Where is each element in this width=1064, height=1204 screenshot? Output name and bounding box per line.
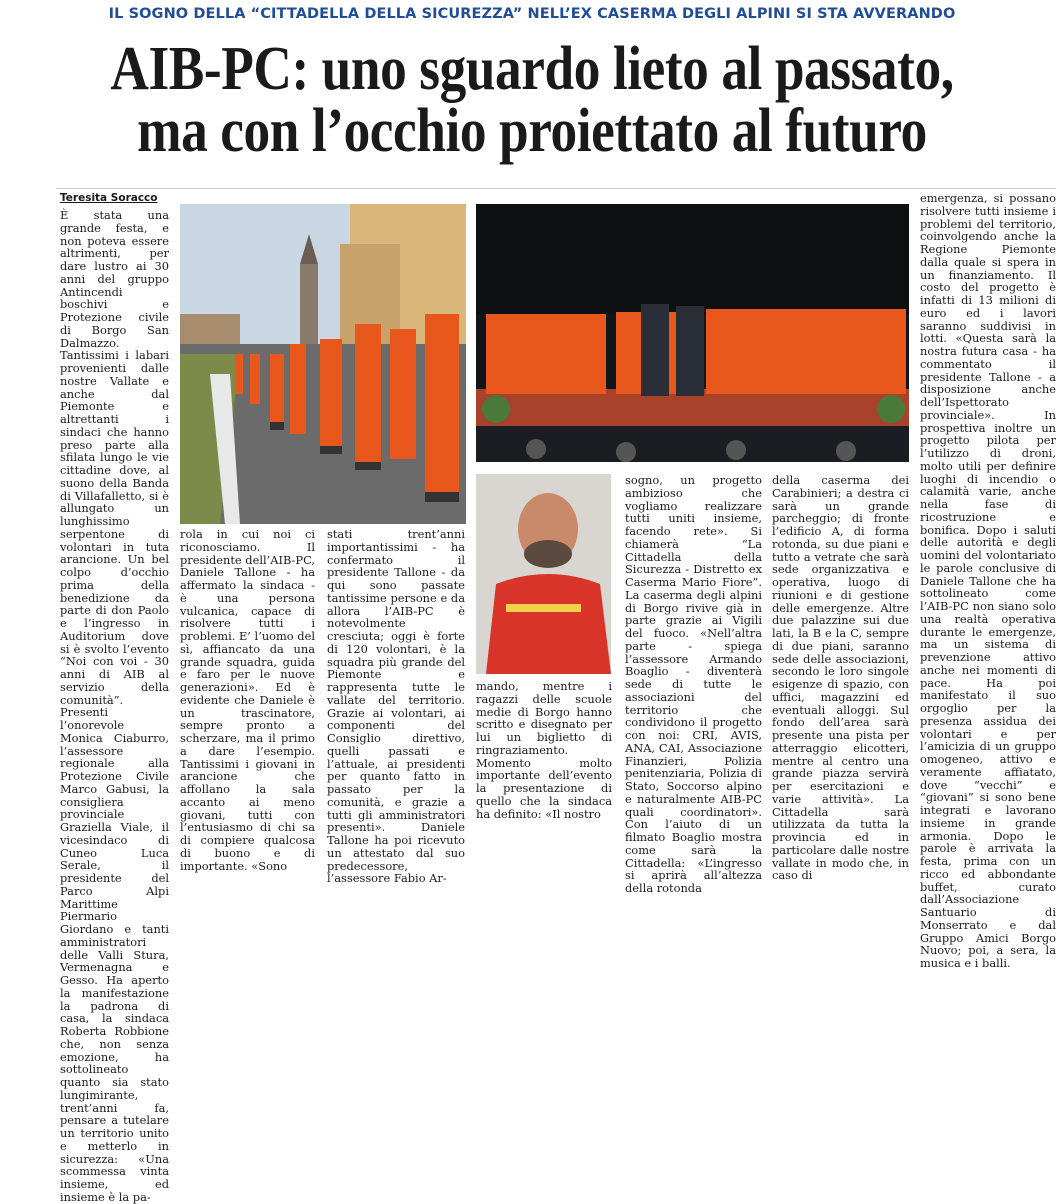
title-divider bbox=[56, 188, 1056, 189]
article-column-4: mando, mentre i ragazzi delle scuole medie di Borgo hanno scritto e disegnato per lui un biglietto di ringraziamento. Momento molto importante dell’evento la presentazione di quello che la sindaca ha definito: «Il nostro bbox=[476, 679, 612, 821]
photo-parade bbox=[180, 204, 466, 524]
title-line-1: AIB-PC: uno sguardo lieto al passato, bbox=[110, 35, 954, 103]
kicker-headline: IL SOGNO DELLA “CITTADELLA DELLA SICUREZZA” NELL’EX CASERMA DEGLI ALPINI SI STA AVVERANDO bbox=[108, 6, 956, 22]
article-column-3: stati trent’anni importantissimi - ha confermato il presidente Tallone - da qui sono passate tantissime persone e da allora l’AIB-PC è notevolmente cresciuta; oggi è forte di 120 volontari, è la squadra più grande del Piemonte e rappresenta tutte le vallate del territorio. Grazie ai volontari, ai componenti del Consiglio direttivo, quelli passati e l’attuale, ai presidenti per quanto fatto in passato per la comunità, e grazie a tutti gli amministratori presenti». Daniele Tallone ha poi ricevuto un attestato dal suo predecessore, l’assessore Fabio Ar- bbox=[327, 527, 465, 886]
article-column-1: È stata una grande festa, e non poteva essere altrimenti, per dare lustro ai 30 anni del gruppo Antincendi boschivi e Protezione civile di Borgo San Dalmazzo. Tantissimi i labari provenienti dalle nostre Vallate e anche dal Piemonte e altrettanti i sindaci che hanno preso parte alla sfilata lungo le vie cittadine dove, al suono della Banda di Villafalletto, si è allungato un lunghissimo serpentone di volontari in tuta arancione. Un bel colpo d’occhio prima della benedizione da parte di don Paolo e l’ingresso in Auditorium dove si è svolto l’evento “Noi con voi - 30 anni di AIB al servizio della comunità”. Presenti l’onorevole Monica Ciaburro, l’assessore regionale alla Protezione Civile Marco Gabusi, la consigliera provinciale Graziella Viale, il vicesindaco di Cuneo Luca Serale, il presidente del Parco Alpi Marittime Piermario Giordano e tanti amministratori delle Valli Stura, Vermenagna e Gesso. Ha aperto la manifestazione la padrona di casa, la sindaca Roberta Robbione che, non senza emozione, ha sottolineato quanto sia stato lungimirante, trent’anni fa, pensare a tutelare un territorio unito e metterlo in sicurezza: «Una scommessa vinta insieme, ed insieme è la pa- bbox=[60, 208, 169, 1204]
article-column-5: sogno, un progetto ambizioso che vogliamo realizzare tutti uniti insieme, facendo rete». Si chiamerà “La Cittadella della Sicurezza - Distretto ex Caserma Mario Fiore”. La caserma degli alpini di Borgo rivive già in parte grazie ai Vigili del fuoco. «Nell’altra parte - spiega l’assessore Armando Boaglio - diventerà sede di tutte le associazioni del territorio che condividono il progetto con noi: CRI, AVIS, ANA, CAI, Associazione Finanzieri, Polizia penitenziaria, Polizia di Stato, Soccorso alpino e naturalmente AIB-PC quali coordinatori». Con l’aiuto di un filmato Boaglio mostra come sarà la Cittadella: «L’ingresso si aprirà all’altezza della rotonda bbox=[625, 473, 762, 895]
title-line-2: ma con l’occhio proiettato al futuro bbox=[137, 97, 927, 165]
article-column-7: emergenza, si possano risolvere tutti insieme i problemi del territorio, coinvolgendo anche la Regione Piemonte dalla quale si spera in un finanziamento. Il costo del progetto è infatti di 13 milioni di euro ed i lavori saranno suddivisi in lotti. «Questa sarà la nostra futura casa - ha commentato il presidente Tallone - a disposizione anche dell’Ispettorato provinciale». In prospettiva inoltre un progetto pilota per l’utilizzo di droni, molto utili per definire luoghi di incendio o calamità varie, anche nella fase di ricostruzione e bonifica. Dopo i saluti delle autorità e degli uomini del volontariato le parole conclusive di Daniele Tallone che ha sottolineato come l’AIB-PC non siano solo una realtà operativa durante le emergenze, ma un sistema di prevenzione attivo anche nei momenti di pace. Ha poi manifestato il suo orgoglio per la presenza assidua dei volontari e per l’amicizia di un gruppo omogeneo, attivo e veramente affiatato, dove “vecchi” e “giovani” si sono bene integrati e lavorano insieme in grande armonia. Dopo le parole è arrivata la festa, prima con un ricco ed abbondante buffet, curato dall’Associazione Santuario di Monserrato e dal Gruppo Amici Borgo Nuovo; poi, a sera, la musica e i balli. bbox=[920, 191, 1056, 970]
byline: Teresita Soracco bbox=[60, 192, 158, 204]
article-column-6: della caserma dei Carabinieri; a destra ci sarà un grande parcheggio; di fronte l’edificio A, di forma rotonda, su due piani e tutto a vetrate che sarà sede organizzativa e operativa, luogo di riunioni e di gestione delle emergenze. Altre due palazzine sui due lati, la B e la C, sempre di due piani, saranno sede delle associazioni, secondo le loro singole esigenze di spazio, con uffici, magazzini ed eventuali alloggi. Sul fondo dell’area sarà presente una pista per atterraggio elicotteri, mentre al centro una grande piazza servirà per esercitazioni e varie attività». La Cittadella sarà utilizzata da tutta la provincia ed in particolare dalle nostre vallate in modo che, in caso di bbox=[772, 473, 909, 883]
photo-stage-group bbox=[476, 204, 909, 462]
page-title bbox=[74, 35, 989, 165]
article-column-2: rola in cui noi ci riconosciamo. Il presidente dell’AIB-PC, Daniele Tallone - ha affermato la sindaca - è una persona vulcanica, capace di risolvere tutti i problemi. E’ l’uomo del sì, affiancato da una grande squadra, guida e faro per le nuove generazioni». Ed è evidente che Daniele è un trascinatore, sempre pronto a scherzare, ma il primo a dare l’esempio. Tantissimi i giovani in arancione che affollano la sala accanto ai meno giovani, tutti con l’entusiasmo di chi sa di compiere qualcosa di buono e di importante. «Sono bbox=[180, 527, 315, 873]
photo-portrait bbox=[476, 474, 611, 674]
